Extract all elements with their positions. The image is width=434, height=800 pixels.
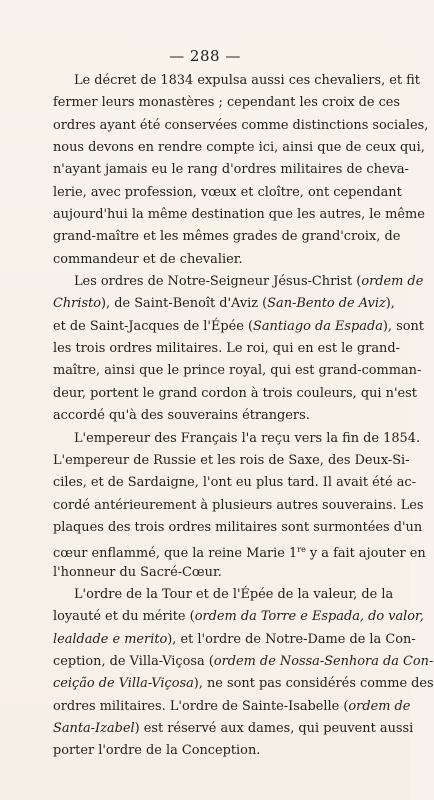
italic-segment: ceição de Villa-Viçosa [53, 676, 194, 692]
text-line: nous devons en rendre compte ici, ainsi que de ceux qui, [53, 140, 425, 156]
text-line: aujourd'hui la même destination que les autres, le même [53, 207, 425, 223]
text-line [53, 293, 395, 315]
text-line [53, 316, 424, 338]
text-line [53, 651, 434, 673]
text-line [53, 696, 411, 718]
text-segment: ordres militaires. L'ordre de Sainte-Isabelle ( [53, 698, 349, 714]
text-line: grand-maître et les mêmes grades de grand'croix, de [53, 229, 401, 245]
text-line [53, 271, 424, 293]
text-line: plaques des trois ordres militaires sont surmontées d'un [53, 519, 423, 535]
text-segment: ), et l'ordre de Notre-Dame de la Con- [167, 631, 416, 647]
text-segment: ception, de Villa-Viçosa ( [53, 653, 214, 669]
text-line [53, 606, 424, 628]
text-line: deur, portent le grand cordon à trois couleurs, qui n'est [53, 385, 417, 401]
text-segment: ), ne sont pas considérés comme des [193, 676, 434, 692]
italic-segment: Santa-Izabel [53, 720, 135, 736]
text-line: lerie, avec profession, vœux et cloître, ont cependant [53, 184, 402, 200]
text-segment: et de Saint-Jacques de l'Épée ( [53, 318, 254, 334]
page-text [53, 70, 434, 763]
text-segment: Les ordres de Notre-Seigneur Jésus-Christ ( [74, 274, 362, 290]
text-line: Le décret de 1834 expulsa aussi ces chevaliers, et fit [74, 73, 420, 88]
text-segment: ), de Saint-Benoît d'Aviz ( [101, 296, 268, 312]
text-segment: ), sont [382, 318, 424, 334]
text-line: accordé qu'à des souverains étrangers. [53, 408, 310, 424]
text-line: ciles, et de Sardaigne, l'ont eu plus tard. Il avait été ac- [53, 475, 416, 491]
text-line [53, 539, 426, 562]
italic-segment: ordem de [361, 274, 424, 290]
text-line: les trois ordres militaires. Le roi, qui en est le grand- [53, 341, 400, 357]
text-segment: cœur enflammé, que la reine Marie 1 [53, 546, 298, 562]
italic-segment: Christo [53, 296, 102, 312]
superscript: re [297, 545, 306, 555]
text-line: l'honneur du Sacré-Cœur. [53, 564, 222, 580]
text-segment: ) est réservé aux dames, qui peuvent aussi [134, 720, 414, 736]
text-line [53, 629, 416, 651]
text-segment: loyauté et du mérite ( [53, 609, 195, 625]
text-line: maître, ainsi que le prince royal, qui est grand-comman- [53, 363, 422, 379]
italic-segment: San-Bento de Aviz [267, 296, 386, 312]
text-line: ordres ayant été conservées comme distinctions sociales, [53, 117, 429, 133]
text-line: L'empereur de Russie et les rois de Saxe, des Deux-Si- [53, 452, 410, 468]
text-line: commandeur et de chevalier. [53, 251, 243, 267]
italic-segment: Santiago da Espada [253, 318, 383, 334]
text-segment: y a fait ajouter en [305, 546, 426, 562]
text-line: L'ordre de la Tour et de l'Épée de la valeur, de la [74, 586, 394, 602]
italic-segment: ordem de [348, 698, 411, 714]
text-line [53, 673, 434, 695]
text-line: cordé antérieurement à plusieurs autres souverains. Les [53, 497, 424, 513]
italic-segment: ordem de Nossa-Senhora da Con- [213, 653, 434, 669]
italic-segment: ordem da Torre e Espada, do valor, [194, 609, 424, 625]
italic-segment: lealdade e merito [53, 631, 168, 647]
text-line: porter l'ordre de la Conception. [53, 743, 261, 759]
text-line: L'empereur des Français l'a reçu vers la fin de 1854. [74, 430, 421, 446]
text-line [53, 718, 414, 740]
text-line: n'ayant jamais eu le rang d'ordres militaires de cheva- [53, 162, 409, 178]
page-number: — 288 — [169, 47, 241, 65]
text-line: fermer leurs monastères ; cependant les croix de ces [53, 95, 401, 111]
text-segment: ), [385, 296, 395, 312]
